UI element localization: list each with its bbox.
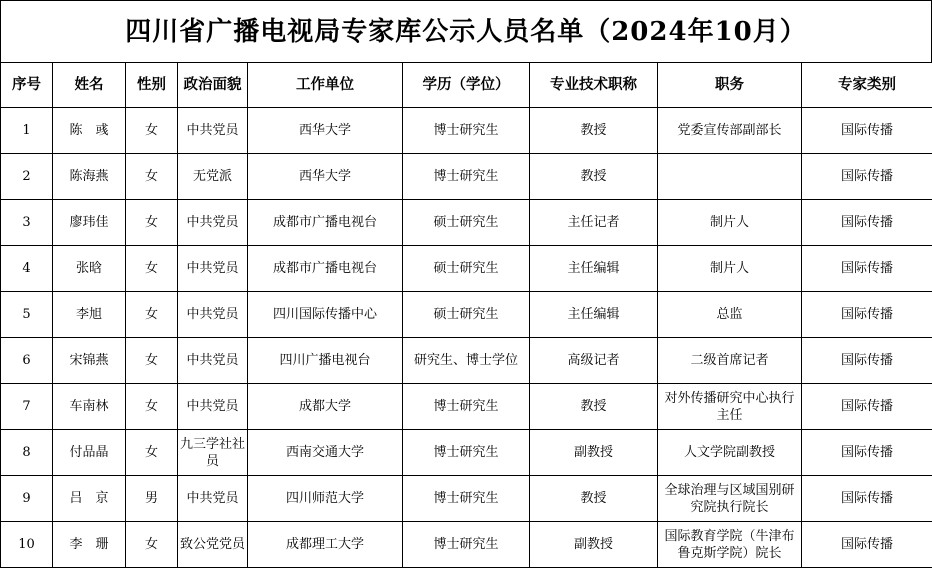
cell-political: 中共党员 — [178, 108, 248, 154]
cell-gender: 女 — [126, 384, 178, 430]
cell-unit: 成都市广播电视台 — [248, 200, 403, 246]
cell-title: 主任编辑 — [530, 292, 658, 338]
cell-title: 教授 — [530, 476, 658, 522]
header-no: 序号 — [1, 63, 53, 108]
table-row — [1, 430, 932, 476]
table-row — [1, 154, 932, 200]
cell-name: 付品晶 — [53, 430, 126, 476]
cell-no: 4 — [1, 246, 53, 292]
cell-category: 国际传播 — [802, 154, 932, 200]
cell-category: 国际传播 — [802, 430, 932, 476]
cell-no: 2 — [1, 154, 53, 200]
table-row — [1, 108, 932, 154]
table-row — [1, 476, 932, 522]
cell-position: 人文学院副教授 — [658, 430, 802, 476]
cell-category: 国际传播 — [802, 200, 932, 246]
cell-political: 无党派 — [178, 154, 248, 200]
cell-education: 博士研究生 — [403, 154, 530, 200]
header-unit: 工作单位 — [248, 63, 403, 108]
cell-political: 中共党员 — [178, 338, 248, 384]
cell-name: 陈 彧 — [53, 108, 126, 154]
cell-political: 中共党员 — [178, 200, 248, 246]
cell-position: 制片人 — [658, 246, 802, 292]
cell-no: 1 — [1, 108, 53, 154]
cell-position — [658, 154, 802, 200]
cell-category: 国际传播 — [802, 476, 932, 522]
cell-title: 教授 — [530, 108, 658, 154]
cell-no: 5 — [1, 292, 53, 338]
cell-name: 张晗 — [53, 246, 126, 292]
cell-position: 对外传播研究中心执行主任 — [658, 384, 802, 430]
cell-name: 车南林 — [53, 384, 126, 430]
table-row — [1, 384, 932, 430]
header-position: 职务 — [658, 63, 802, 108]
cell-category: 国际传播 — [802, 246, 932, 292]
header-political: 政治面貌 — [178, 63, 248, 108]
cell-political: 中共党员 — [178, 476, 248, 522]
cell-category: 国际传播 — [802, 338, 932, 384]
cell-no: 3 — [1, 200, 53, 246]
cell-title: 高级记者 — [530, 338, 658, 384]
cell-title: 主任记者 — [530, 200, 658, 246]
cell-unit: 四川师范大学 — [248, 476, 403, 522]
header-name: 姓名 — [53, 63, 126, 108]
cell-name: 陈海燕 — [53, 154, 126, 200]
table-header-row — [1, 63, 932, 108]
cell-unit: 成都市广播电视台 — [248, 246, 403, 292]
cell-name: 宋锦燕 — [53, 338, 126, 384]
cell-unit: 西华大学 — [248, 154, 403, 200]
cell-unit: 西华大学 — [248, 108, 403, 154]
cell-name: 吕 京 — [53, 476, 126, 522]
cell-unit: 成都理工大学 — [248, 522, 403, 568]
cell-gender: 女 — [126, 338, 178, 384]
cell-political: 中共党员 — [178, 292, 248, 338]
cell-category: 国际传播 — [802, 384, 932, 430]
cell-title: 教授 — [530, 154, 658, 200]
cell-no: 9 — [1, 476, 53, 522]
cell-position: 国际教育学院（牛津布鲁克斯学院）院长 — [658, 522, 802, 568]
cell-category: 国际传播 — [802, 108, 932, 154]
table-row — [1, 246, 932, 292]
cell-political: 九三学社社员 — [178, 430, 248, 476]
cell-education: 博士研究生 — [403, 430, 530, 476]
cell-position: 制片人 — [658, 200, 802, 246]
cell-position: 二级首席记者 — [658, 338, 802, 384]
cell-political: 中共党员 — [178, 384, 248, 430]
cell-category: 国际传播 — [802, 522, 932, 568]
table-row — [1, 522, 932, 568]
cell-gender: 女 — [126, 292, 178, 338]
cell-education: 硕士研究生 — [403, 200, 530, 246]
cell-gender: 女 — [126, 200, 178, 246]
cell-no: 8 — [1, 430, 53, 476]
cell-education: 硕士研究生 — [403, 292, 530, 338]
cell-unit: 西南交通大学 — [248, 430, 403, 476]
cell-gender: 男 — [126, 476, 178, 522]
cell-unit: 四川广播电视台 — [248, 338, 403, 384]
cell-title: 主任编辑 — [530, 246, 658, 292]
header-education: 学历（学位） — [403, 63, 530, 108]
cell-gender: 女 — [126, 246, 178, 292]
header-gender: 性别 — [126, 63, 178, 108]
cell-education: 硕士研究生 — [403, 246, 530, 292]
page-title: 四川省广播电视局专家库公示人员名单（2024年10月） — [0, 0, 932, 62]
cell-name: 李旭 — [53, 292, 126, 338]
header-category: 专家类别 — [802, 63, 932, 108]
cell-political: 中共党员 — [178, 246, 248, 292]
cell-education: 研究生、博士学位 — [403, 338, 530, 384]
cell-gender: 女 — [126, 108, 178, 154]
table-row — [1, 338, 932, 384]
cell-education: 博士研究生 — [403, 476, 530, 522]
cell-gender: 女 — [126, 522, 178, 568]
cell-unit: 四川国际传播中心 — [248, 292, 403, 338]
cell-title: 副教授 — [530, 430, 658, 476]
cell-no: 10 — [1, 522, 53, 568]
cell-position: 全球治理与区域国别研究院执行院长 — [658, 476, 802, 522]
cell-education: 博士研究生 — [403, 384, 530, 430]
cell-gender: 女 — [126, 430, 178, 476]
cell-gender: 女 — [126, 154, 178, 200]
cell-name: 李 珊 — [53, 522, 126, 568]
cell-position: 总监 — [658, 292, 802, 338]
cell-education: 博士研究生 — [403, 522, 530, 568]
cell-political: 致公党党员 — [178, 522, 248, 568]
cell-unit: 成都大学 — [248, 384, 403, 430]
cell-title: 教授 — [530, 384, 658, 430]
cell-name: 廖玮佳 — [53, 200, 126, 246]
table-row — [1, 292, 932, 338]
header-title: 专业技术职称 — [530, 63, 658, 108]
expert-roster-table — [0, 62, 932, 568]
cell-no: 7 — [1, 384, 53, 430]
table-row — [1, 200, 932, 246]
cell-category: 国际传播 — [802, 292, 932, 338]
cell-education: 博士研究生 — [403, 108, 530, 154]
cell-position: 党委宣传部副部长 — [658, 108, 802, 154]
cell-no: 6 — [1, 338, 53, 384]
cell-title: 副教授 — [530, 522, 658, 568]
